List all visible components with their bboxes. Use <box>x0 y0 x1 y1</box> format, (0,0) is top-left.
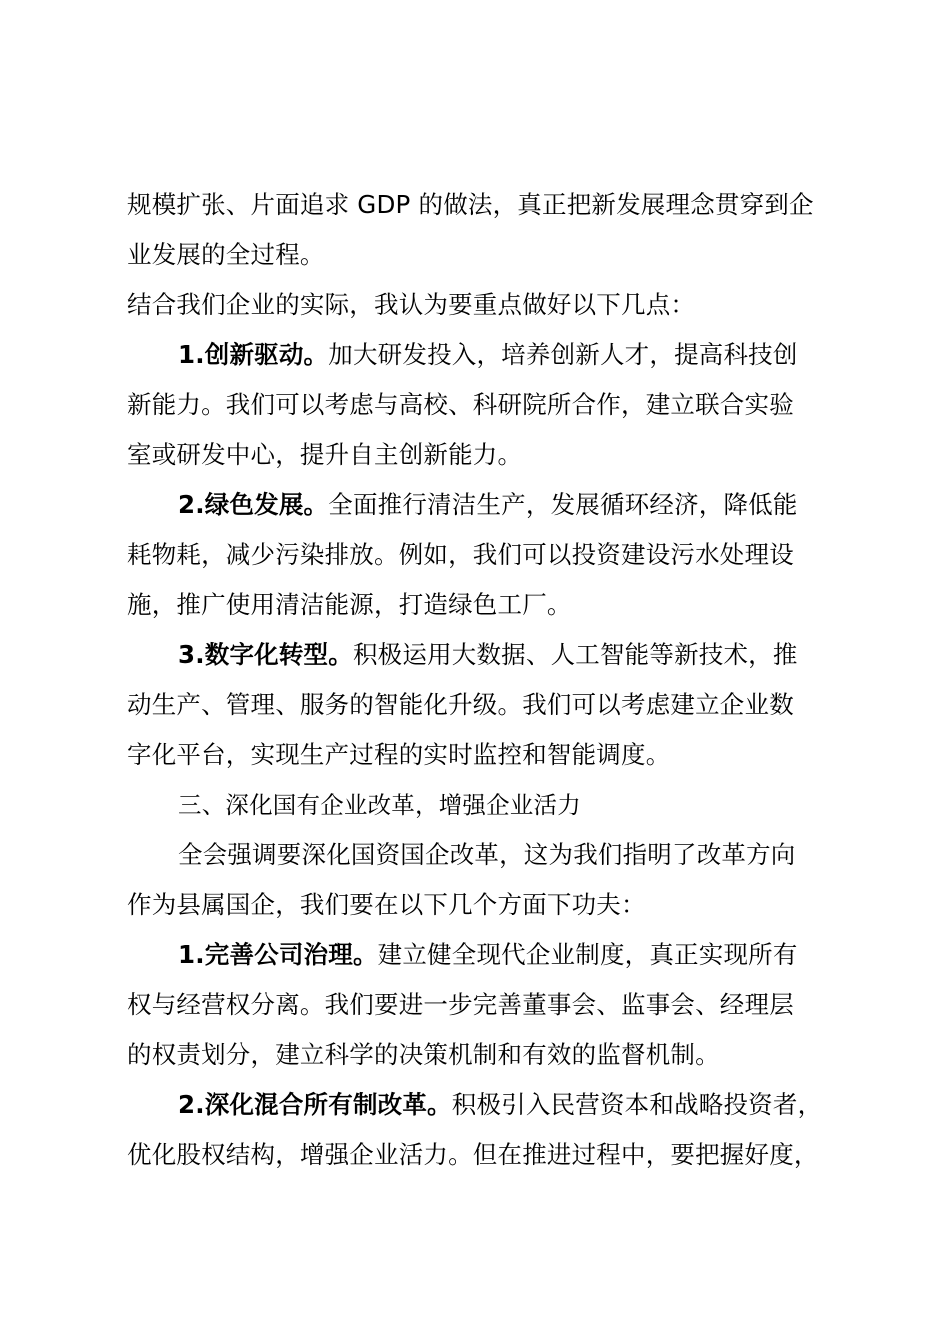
text-line: 全会强调要深化国资国企改革，这为我们指明了改革方向 <box>178 840 796 869</box>
bold-lead-innovation: 1.创新驱动。 <box>178 340 329 369</box>
text-line: 耗物耗，减少污染排放。例如，我们可以投资建设污水处理设 <box>127 540 794 569</box>
bold-lead-green: 2.绿色发展。 <box>178 490 329 519</box>
paragraph-innovation <box>178 340 798 370</box>
paragraph-green <box>178 490 798 520</box>
paragraph-governance <box>178 940 798 970</box>
bold-lead-digital: 3.数字化转型。 <box>178 640 353 669</box>
section-heading: 三、深化国有企业改革，增强企业活力 <box>178 791 581 819</box>
text-line: 优化股权结构，增强企业活力。但在推进过程中，要把握好度， <box>127 1140 819 1169</box>
bold-lead-governance: 1.完善公司治理。 <box>178 940 378 969</box>
text-line: 的权责划分，建立科学的决策机制和有效的监督机制。 <box>127 1040 720 1069</box>
text-line: 动生产、管理、服务的智能化升级。我们可以考虑建立企业数 <box>127 690 794 719</box>
text-span: 积极引入民营资本和战略投资者， <box>451 1090 823 1119</box>
text-line: 结合我们企业的实际，我认为要重点做好以下几点： <box>127 290 696 319</box>
text-span: 积极运用大数据、人工智能等新技术，推 <box>352 640 798 669</box>
text-line: 室或研发中心，提升自主创新能力。 <box>127 440 523 469</box>
text-line: 规模扩张、片面追求 GDP 的做法，真正把新发展理念贯穿到企 <box>127 190 814 219</box>
text-line: 新能力。我们可以考虑与高校、科研院所合作，建立联合实验 <box>127 390 794 419</box>
text-line: 作为县属国企，我们要在以下几个方面下功夫： <box>127 890 646 919</box>
text-span: 加大研发投入，培养创新人才，提高科技创 <box>328 340 798 369</box>
text-line: 字化平台，实现生产过程的实时监控和智能调度。 <box>127 740 671 769</box>
text-line: 施，推广使用清洁能源，打造绿色工厂。 <box>127 590 572 619</box>
text-line: 权与经营权分离。我们要进一步完善董事会、监事会、经理层 <box>127 990 794 1019</box>
text-line: 业发展的全过程。 <box>127 240 325 269</box>
text-span: 全面推行清洁生产，发展循环经济，降低能 <box>328 490 798 519</box>
bold-lead-mixed-ownership: 2.深化混合所有制改革。 <box>178 1090 452 1119</box>
paragraph-digital <box>178 640 798 670</box>
paragraph-mixed-ownership <box>178 1090 822 1120</box>
text-span: 建立健全现代企业制度，真正实现所有 <box>377 940 798 969</box>
